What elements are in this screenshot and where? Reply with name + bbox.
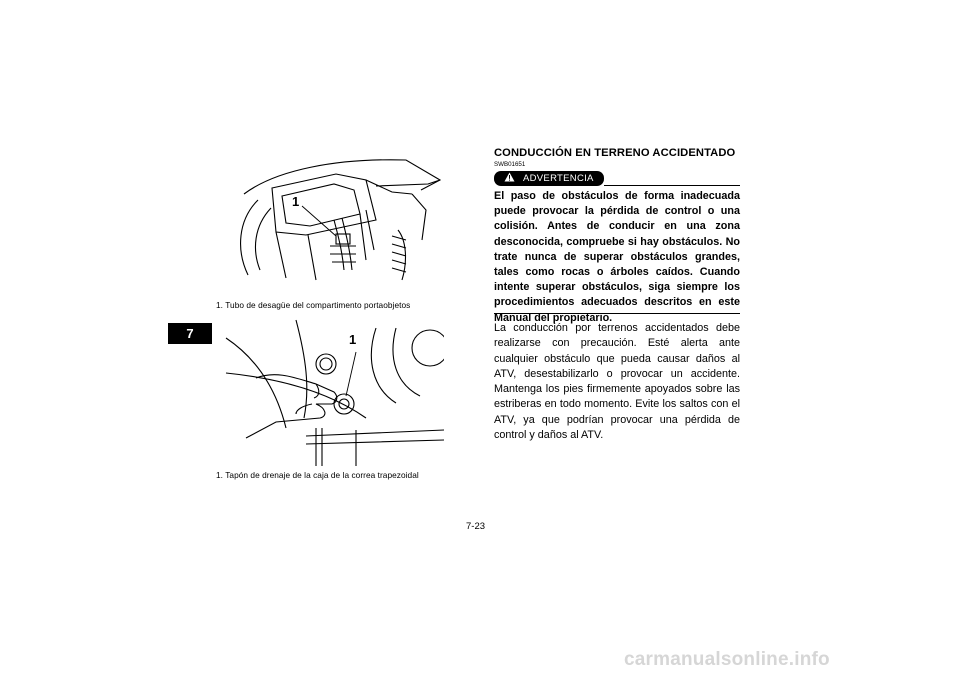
warning-text: El paso de obstáculos de forma inadecuada puede provocar la pérdida de control o una colisión. Antes de conducir en una zona desconocida, compruebe si hay obstáculos. No trate nunca de superar obstáculos grandes, tales como rocas o árboles caídos. Cuando intente superar obstáculos, siga siempre los procedimientos adecuados descritos en este Manual del propietario. — [494, 190, 740, 324]
body-paragraph: La conducción por terrenos accidentados debe realizarse con precaución. Esté alerta ante cualquier obstáculo que pueda causar daños al ATV, desestabilizarlo o provocar un accidente. Mantenga los pies firmemente apoyados sobre las estriberas en todo momento. Evite los saltos con el ATV, ya que podrían provocar una pérdida de control y daños al ATV. — [494, 322, 740, 442]
warning-bottom-rule — [494, 313, 740, 314]
figure-callout-number: 1 — [349, 332, 357, 347]
reference-code: SWB01651 — [494, 161, 526, 168]
page-number: 7-23 — [466, 521, 486, 532]
chapter-tab: 7 — [168, 323, 212, 344]
figure-callout-number: 1 — [292, 194, 300, 209]
watermark: carmanualsonline.info — [624, 649, 830, 670]
section-heading: CONDUCCIÓN EN TERRENO ACCIDENTADO — [494, 147, 736, 159]
figure-caption: 1. Tapón de drenaje de la caja de la correa trapezoidal — [216, 470, 419, 480]
figure-belt-case-drain-plug — [216, 318, 444, 466]
figure-caption: 1. Tubo de desagüe del compartimento portaobjetos — [216, 300, 411, 310]
figure-storage-drain-tube — [216, 150, 444, 295]
warning-top-rule — [604, 185, 740, 186]
warning-badge — [494, 171, 604, 186]
warning-triangle-icon — [504, 172, 515, 185]
warning-label: ADVERTENCIA — [523, 173, 594, 184]
